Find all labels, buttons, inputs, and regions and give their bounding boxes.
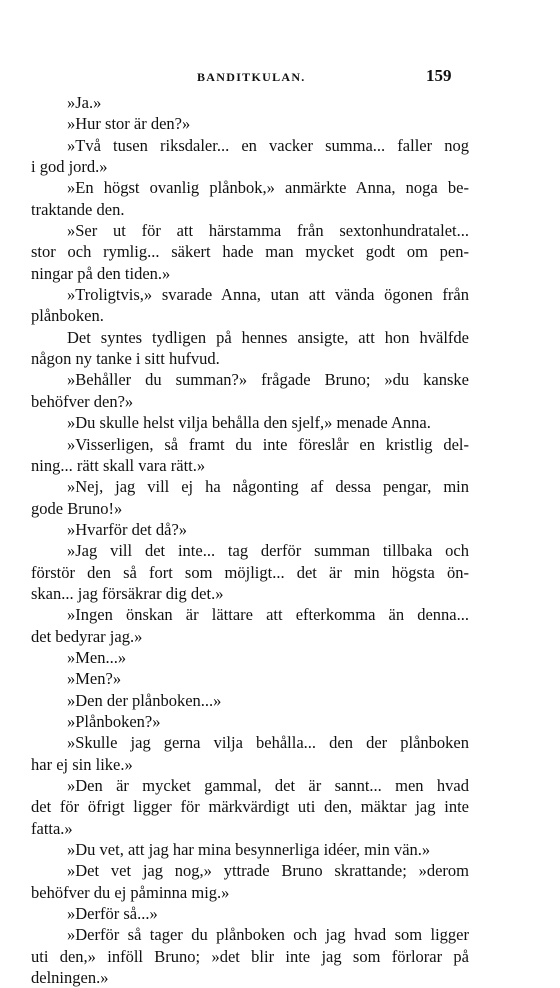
- text-line: »Men?»: [67, 669, 122, 689]
- text-line: gode Bruno!»: [31, 498, 123, 518]
- text-line: »Nej, jag vill ej ha någonting af dessa pengar, min: [67, 477, 469, 497]
- text-line: ning... rätt skall vara rätt.»: [31, 455, 206, 475]
- text-line: plånboken.: [31, 306, 104, 326]
- text-line: »Ser ut för att härstamma från sextonhundratalet...: [67, 221, 469, 241]
- text-line: Det syntes tydligen på hennes ansigte, att hon hvälfde: [67, 327, 469, 347]
- text-line: i god jord.»: [31, 157, 108, 177]
- text-line: »Behåller du summan?» frågade Bruno; »du kanske: [67, 370, 469, 390]
- text-line: det för öfrigt ligger för märkvärdigt uti den, mäktar jag inte: [31, 797, 469, 817]
- text-line: någon ny tanke i sitt hufvud.: [31, 349, 220, 369]
- text-line: »Den der plånboken...»: [67, 690, 222, 710]
- text-line: stor och rymlig... säkert hade man mycket godt om pen-: [31, 242, 469, 262]
- text-line: »Visserligen, så framt du inte föreslår en kristlig del-: [67, 434, 469, 454]
- text-line: uti den,» inföll Bruno; »det blir inte jag som förlorar på: [31, 946, 469, 966]
- text-line: »Hur stor är den?»: [67, 114, 191, 134]
- text-line: »Skulle jag gerna vilja behålla... den der plånboken: [67, 733, 469, 753]
- text-line: ningar på den tiden.»: [31, 263, 171, 283]
- text-line: »Plånboken?»: [67, 711, 161, 731]
- text-line: »Ingen önskan är lättare att efterkomma än denna...: [67, 605, 469, 625]
- body-text: [31, 92, 469, 988]
- text-line: »Det vet jag nog,» yttrade Bruno skrattande; »derom: [67, 861, 469, 881]
- text-line: »Du vet, att jag har mina besynnerliga idéer, min vän.»: [67, 840, 431, 860]
- text-line: har ej sin like.»: [31, 754, 133, 774]
- text-line: »Två tusen riksdaler... en vacker summa... faller nog: [67, 135, 469, 155]
- page-number: 159: [426, 66, 452, 85]
- text-line: fatta.»: [31, 818, 73, 838]
- page-header: [0, 66, 560, 90]
- text-line: skan... jag försäkrar dig det.»: [31, 583, 224, 603]
- text-line: traktande den.: [31, 199, 125, 219]
- text-line: »Ja.»: [67, 93, 102, 112]
- text-line: behöfver den?»: [31, 391, 134, 411]
- text-line: »En högst ovanlig plånbok,» anmärkte Anna, noga be-: [67, 178, 469, 198]
- text-line: det bedyrar jag.»: [31, 626, 143, 646]
- text-line: »Hvarför det då?»: [67, 519, 188, 539]
- text-line: »Derför så...»: [67, 904, 158, 924]
- running-head: BANDITKULAN.: [197, 70, 306, 84]
- text-line: »Den är mycket gammal, det är sannt... men hvad: [67, 776, 469, 795]
- text-line: »Du skulle helst vilja behålla den sjelf,» menade Anna.: [67, 413, 431, 433]
- text-line: behöfver du ej påminna mig.»: [31, 882, 230, 902]
- text-line: förstör den så fort som möjligt... det är min högsta ön-: [31, 562, 469, 582]
- text-line: »Men...»: [67, 647, 127, 667]
- text-line: »Derför så tager du plånboken och jag hvad som ligger: [67, 925, 469, 945]
- text-line: »Jag vill det inte... tag derför summan tillbaka och: [67, 541, 469, 561]
- text-line: »Troligtvis,» svarade Anna, utan att vända ögonen från: [67, 285, 469, 305]
- text-line: delningen.»: [31, 968, 109, 988]
